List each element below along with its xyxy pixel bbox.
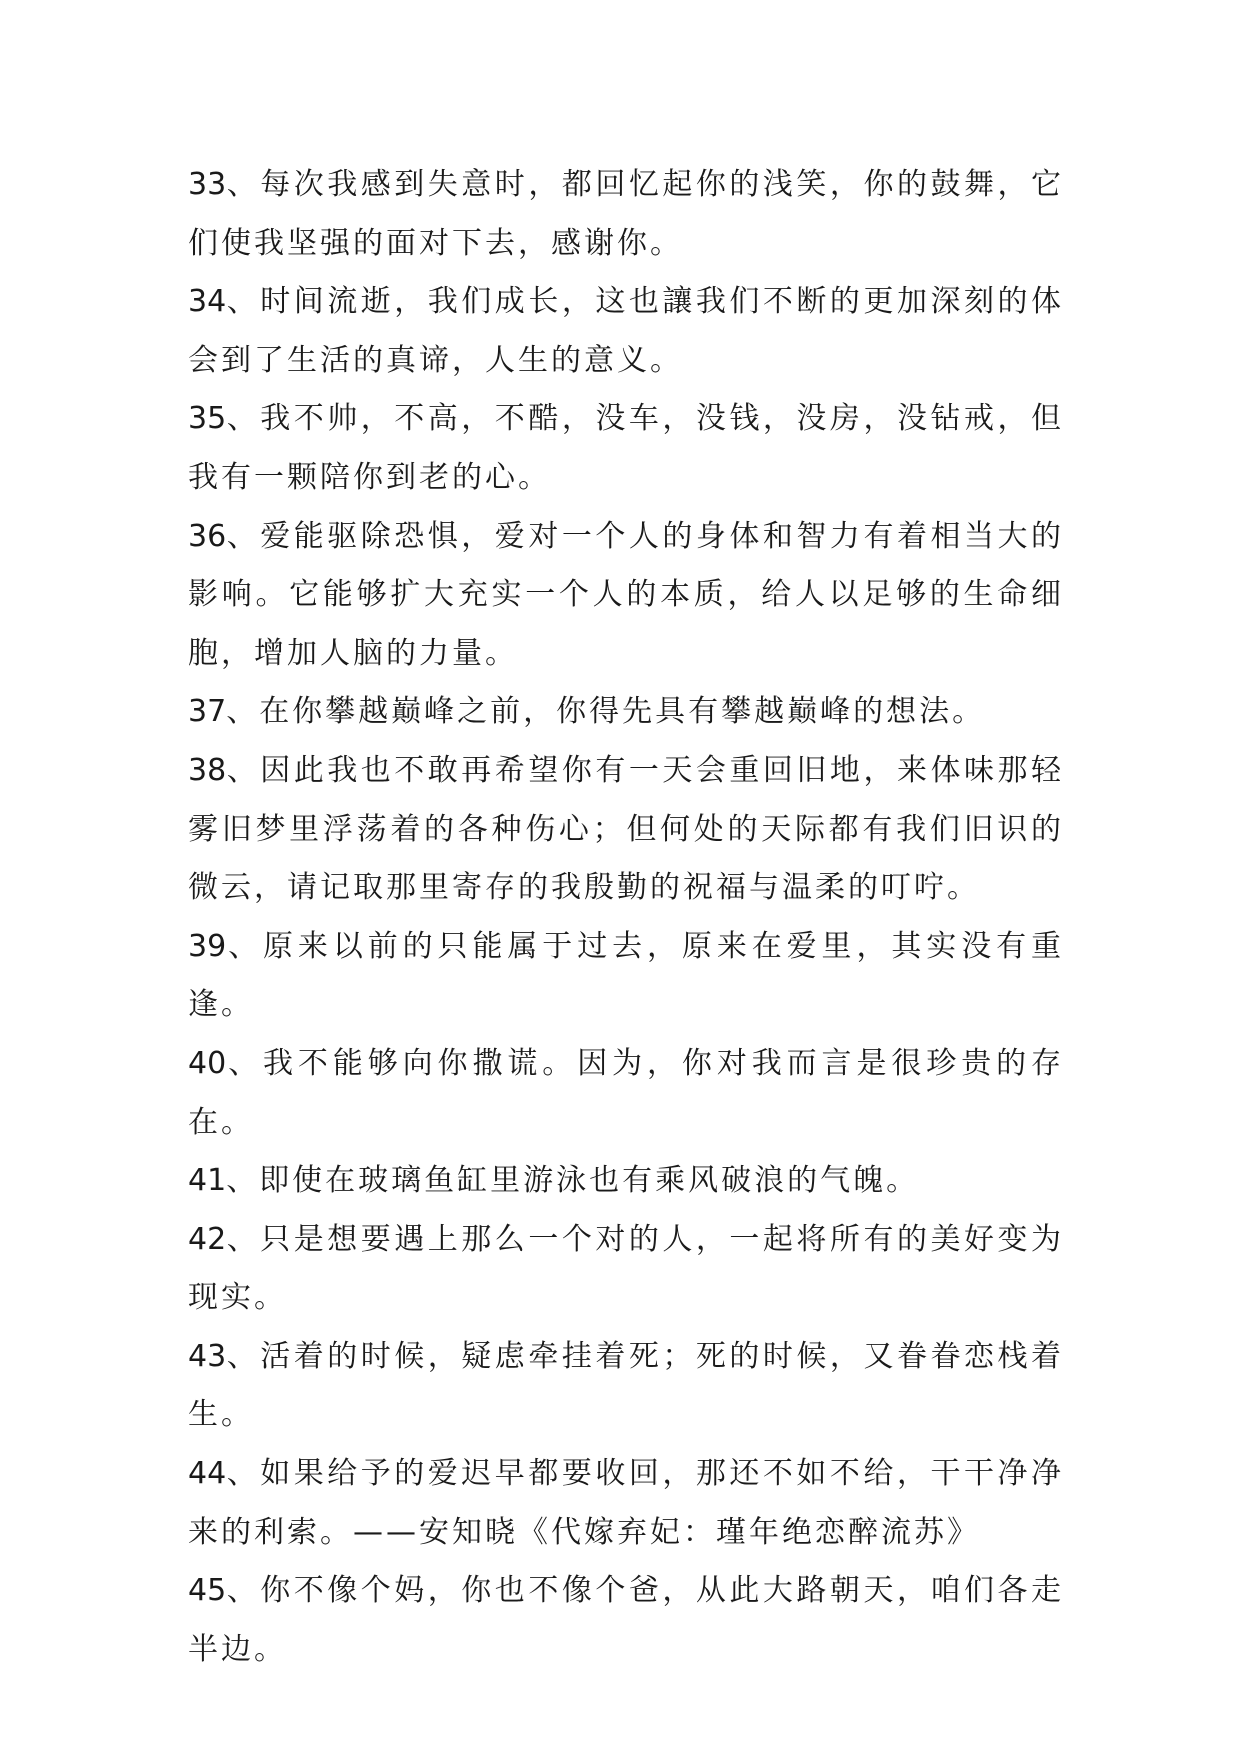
paragraph-text: 每次我感到失意时，都回忆起你的浅笑，你的鼓舞，它们使我坚强的面对下去，感谢你。 xyxy=(188,167,1065,261)
paragraph-separator: 、 xyxy=(226,1221,261,1257)
paragraph-text: 爱能驱除恐惧，爱对一个人的身体和智力有着相当大的影响。它能够扩大充实一个人的本质，给人以足够的生命细胞，增加人脑的力量。 xyxy=(188,518,1065,671)
paragraph-number: 36 xyxy=(188,518,227,554)
paragraph-number: 44 xyxy=(188,1456,227,1492)
document-body xyxy=(188,156,1064,1679)
paragraph-text: 原来以前的只能属于过去，原来在爱里，其实没有重逢。 xyxy=(188,928,1065,1023)
paragraph-number: 40 xyxy=(188,1045,227,1081)
paragraph-35 xyxy=(188,390,1064,507)
paragraph-separator: 、 xyxy=(226,284,261,320)
paragraph-43 xyxy=(188,1328,1064,1445)
paragraph-number: 35 xyxy=(188,401,227,437)
paragraph-text: 我不帅，不高，不酷，没车，没钱，没房，没钻戒，但我有一颗陪你到老的心。 xyxy=(188,401,1065,495)
paragraph-40 xyxy=(188,1035,1064,1152)
paragraph-39 xyxy=(188,918,1064,1035)
paragraph-separator: 、 xyxy=(226,1573,261,1609)
paragraph-37 xyxy=(188,683,1064,742)
paragraph-44 xyxy=(188,1445,1064,1562)
paragraph-42 xyxy=(188,1211,1064,1328)
paragraph-text: 你不像个妈，你也不像个爸，从此大路朝天，咱们各走半边。 xyxy=(188,1573,1065,1667)
paragraph-separator: 、 xyxy=(226,928,264,964)
paragraph-number: 45 xyxy=(188,1573,227,1609)
paragraph-number: 34 xyxy=(188,284,227,320)
paragraph-separator: 、 xyxy=(226,1163,260,1199)
paragraph-text: 活着的时候，疑虑牵挂着死；死的时候，又眷眷恋栈着生。 xyxy=(188,1338,1065,1433)
paragraph-33 xyxy=(188,156,1064,273)
paragraph-41 xyxy=(188,1152,1064,1211)
paragraph-number: 38 xyxy=(188,752,227,788)
paragraph-34 xyxy=(188,273,1064,390)
paragraph-number: 33 xyxy=(188,167,227,202)
paragraph-text: 在你攀越巅峰之前，你得先具有攀越巅峰的想法。 xyxy=(259,694,986,730)
paragraph-text: 只是想要遇上那么一个对的人，一起将所有的美好变为现实。 xyxy=(188,1221,1065,1316)
paragraph-separator: 、 xyxy=(226,167,261,202)
paragraph-38 xyxy=(188,742,1064,918)
paragraph-45 xyxy=(188,1562,1064,1679)
paragraph-text: 因此我也不敢再希望你有一天会重回旧地，来体味那轻雾旧梦里浮荡着的各种伤心；但何处的天际都有我们旧识的微云，请记取那里寄存的我殷勤的祝福与温柔的叮咛。 xyxy=(188,752,1065,906)
paragraph-number: 42 xyxy=(188,1221,227,1257)
paragraph-number: 41 xyxy=(188,1163,227,1199)
paragraph-text: 我不能够向你撒谎。因为，你对我而言是很珍贵的存在。 xyxy=(188,1045,1065,1140)
paragraph-separator: 、 xyxy=(226,401,261,437)
paragraph-number: 37 xyxy=(188,694,227,730)
paragraph-separator: 、 xyxy=(226,752,261,788)
paragraph-separator: 、 xyxy=(226,1338,261,1374)
paragraph-separator: 、 xyxy=(226,694,260,730)
paragraph-separator: 、 xyxy=(226,1045,264,1081)
paragraph-text: 如果给予的爱迟早都要收回，那还不如不给，干干净净来的利索。——安知晓《代嫁弃妃：瑾年绝恋醉流苏》 xyxy=(188,1456,1065,1550)
paragraph-36 xyxy=(188,508,1064,684)
paragraph-number: 43 xyxy=(188,1338,227,1374)
paragraph-number: 39 xyxy=(188,928,227,964)
paragraph-text: 即使在玻璃鱼缸里游泳也有乘风破浪的气魄。 xyxy=(259,1163,920,1199)
paragraph-separator: 、 xyxy=(226,518,261,554)
paragraph-separator: 、 xyxy=(226,1456,261,1492)
paragraph-text: 时间流逝，我们成长，这也讓我们不断的更加深刻的体会到了生活的真谛，人生的意义。 xyxy=(188,284,1065,378)
